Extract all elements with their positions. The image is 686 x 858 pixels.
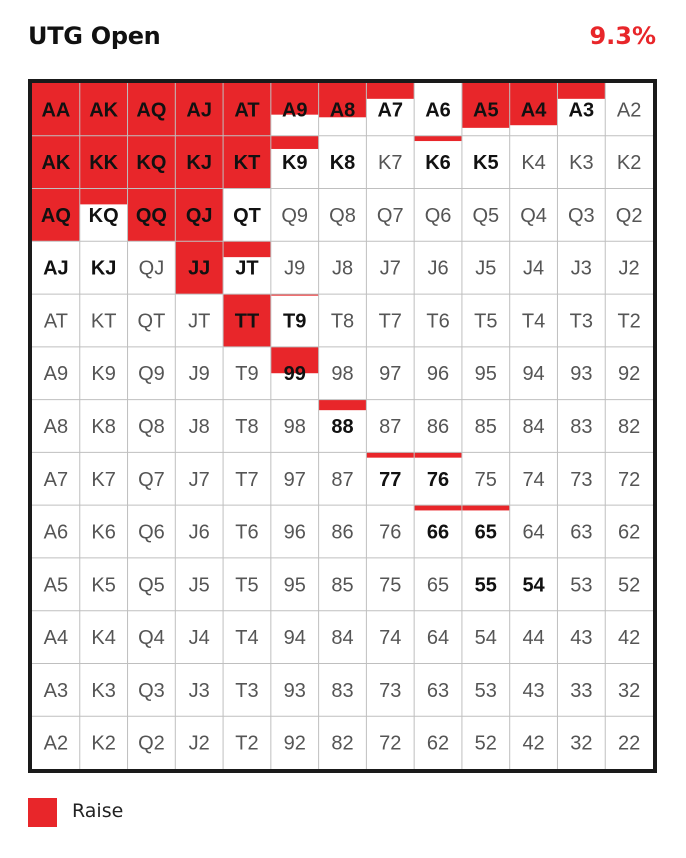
- legend-label-raise: Raise: [72, 800, 124, 822]
- hand-label-95-r9c5: 95: [283, 574, 306, 597]
- hand-label-jt-r4c3: JT: [188, 310, 211, 333]
- hand-label-k3-r11c1: K3: [91, 679, 116, 702]
- hand-label-77-r7c7: 77: [379, 468, 402, 491]
- hand-label-j2-r3c12: J2: [618, 257, 640, 280]
- hand-label-98-r5c6: 98: [331, 363, 354, 386]
- hand-label-q6-r2c8: Q6: [424, 204, 452, 227]
- hand-label-j9-r5c3: J9: [188, 363, 210, 386]
- hand-label-a8-r0c6: A8: [329, 99, 356, 122]
- hand-label-kj-r1c3: KJ: [186, 152, 212, 175]
- hand-label-93-r11c5: 93: [283, 679, 306, 702]
- hand-label-93-r5c11: 93: [570, 363, 593, 386]
- hand-label-76-r8c7: 76: [379, 521, 402, 544]
- hand-label-aj-r0c3: AJ: [186, 99, 212, 122]
- raise-fill-76-r7c8: [414, 452, 462, 457]
- hand-label-64-r8c10: 64: [522, 521, 545, 544]
- hand-label-aq-r2c0: AQ: [40, 204, 71, 227]
- hand-label-at-r0c4: AT: [234, 99, 260, 122]
- hand-label-52-r12c9: 52: [474, 732, 497, 755]
- hand-label-k4-r1c10: K4: [521, 152, 546, 175]
- hand-label-aq-r0c2: AQ: [136, 99, 167, 122]
- hand-label-t3-r4c11: T3: [569, 310, 594, 333]
- hand-label-a9-r0c5: A9: [281, 99, 308, 122]
- hand-label-k2-r12c1: K2: [91, 732, 116, 755]
- hand-label-q2-r12c2: Q2: [138, 732, 165, 755]
- hand-label-j8-r6c3: J8: [188, 416, 210, 438]
- raise-fill-66-r8c8: [414, 505, 462, 510]
- hand-label-q5-r9c2: Q5: [138, 574, 165, 597]
- hand-label-k9-r1c5: K9: [281, 152, 308, 175]
- hand-label-k6-r1c8: K6: [425, 152, 451, 175]
- hand-label-54-r9c10: 54: [522, 574, 545, 597]
- hand-label-85-r6c9: 85: [474, 416, 497, 438]
- raise-fill-k6-r1c8: [414, 136, 462, 141]
- raise-fill-a7-r0c7: [366, 83, 414, 99]
- hand-label-k8-r6c1: K8: [91, 416, 116, 438]
- hand-label-73-r11c7: 73: [379, 679, 402, 702]
- hand-label-84-r10c6: 84: [331, 627, 354, 650]
- hand-label-86-r6c8: 86: [426, 416, 450, 438]
- hand-label-53-r9c11: 53: [570, 574, 593, 597]
- hand-label-q4-r2c10: Q4: [520, 204, 547, 227]
- hand-label-55-r9c9: 55: [474, 574, 497, 597]
- hand-label-85-r9c6: 85: [331, 574, 354, 597]
- hand-label-62-r8c12: 62: [617, 521, 641, 544]
- hand-label-q8-r6c2: Q8: [138, 416, 165, 438]
- hand-label-q5-r2c9: Q5: [472, 204, 500, 227]
- hand-label-q7-r7c2: Q7: [138, 468, 165, 491]
- hand-label-q3-r11c2: Q3: [138, 679, 165, 702]
- hand-label-k5-r9c1: K5: [91, 574, 116, 597]
- raise-fill-88-r6c6: [319, 400, 367, 411]
- hand-label-a7-r7c0: A7: [43, 468, 69, 491]
- hand-label-j9-r3c5: J9: [284, 257, 306, 280]
- hand-label-53-r11c9: 53: [474, 679, 497, 702]
- hand-label-ak-r1c0: AK: [41, 152, 71, 175]
- hand-label-qj-r2c3: QJ: [185, 204, 213, 227]
- hand-label-kk-r1c1: KK: [89, 152, 119, 175]
- hand-label-88-r6c6: 88: [331, 416, 354, 438]
- hand-label-a6-r8c0: A6: [43, 521, 69, 544]
- hand-label-j6-r3c8: J6: [427, 257, 449, 280]
- hand-label-95-r5c9: 95: [474, 363, 497, 386]
- hand-label-64-r10c8: 64: [426, 627, 450, 650]
- hand-label-43-r11c10: 43: [522, 679, 545, 702]
- hand-label-33-r11c11: 33: [570, 679, 593, 702]
- hand-label-t4-r10c4: T4: [235, 627, 259, 650]
- hand-label-63-r11c8: 63: [426, 679, 450, 702]
- hand-label-at-r4c0: AT: [43, 310, 68, 333]
- hand-label-a8-r6c0: A8: [43, 416, 69, 438]
- hand-label-42-r10c12: 42: [617, 627, 641, 650]
- hand-label-73-r7c11: 73: [570, 468, 593, 491]
- hand-label-72-r7c12: 72: [617, 468, 641, 491]
- hand-label-aa-r0c0: AA: [41, 99, 71, 122]
- hand-label-a9-r5c0: A9: [43, 363, 69, 386]
- hand-label-j5-r3c9: J5: [475, 257, 497, 280]
- hand-label-j7-r3c7: J7: [379, 257, 401, 280]
- raise-fill-65-r8c9: [462, 505, 510, 510]
- raise-fill-k9-r1c5: [271, 136, 319, 149]
- hand-label-83-r11c6: 83: [331, 679, 354, 702]
- hand-label-97-r5c7: 97: [379, 363, 402, 386]
- hand-label-qq-r2c2: QQ: [135, 204, 167, 227]
- hand-label-j3-r11c3: J3: [188, 679, 210, 702]
- hand-label-j2-r12c3: J2: [188, 732, 210, 755]
- hand-label-j3-r3c11: J3: [570, 257, 592, 280]
- hand-label-75-r7c9: 75: [474, 468, 497, 491]
- hand-label-t5-r4c9: T5: [474, 310, 498, 333]
- hand-label-a7-r0c7: A7: [377, 99, 404, 122]
- hand-label-a3-r11c0: A3: [43, 679, 69, 702]
- hand-label-a6-r0c8: A6: [425, 99, 451, 122]
- hand-label-a3-r0c11: A3: [568, 99, 595, 122]
- hand-label-j7-r7c3: J7: [188, 468, 210, 491]
- hand-label-74-r10c7: 74: [379, 627, 402, 650]
- hand-label-74-r7c10: 74: [522, 468, 545, 491]
- hand-label-32-r11c12: 32: [617, 679, 641, 702]
- hand-label-j8-r3c6: J8: [331, 257, 354, 280]
- hand-label-q7-r2c7: Q7: [376, 204, 404, 227]
- hand-label-92-r12c5: 92: [283, 732, 306, 755]
- hand-label-a2-r12c0: A2: [43, 732, 69, 755]
- hand-label-t8-r4c6: T8: [330, 310, 355, 333]
- hand-label-42-r12c10: 42: [522, 732, 545, 755]
- hand-label-87-r6c7: 87: [379, 416, 402, 438]
- hand-label-96-r5c8: 96: [426, 363, 450, 386]
- hand-label-82-r12c6: 82: [331, 732, 354, 755]
- raise-fill-jt-r3c4: [223, 241, 271, 257]
- hand-label-kq-r2c1: KQ: [88, 204, 119, 227]
- hand-label-a5-r0c9: A5: [473, 99, 499, 122]
- hand-label-k5-r1c9: K5: [473, 152, 499, 175]
- hand-label-96-r8c5: 96: [283, 521, 306, 544]
- hand-label-t3-r11c4: T3: [235, 679, 259, 702]
- hand-label-82-r6c12: 82: [617, 416, 641, 438]
- hand-label-t6-r4c8: T6: [426, 310, 450, 333]
- hand-label-65-r9c8: 65: [426, 574, 450, 597]
- hand-label-q2-r2c12: Q2: [615, 204, 643, 227]
- hand-label-84-r6c10: 84: [522, 416, 545, 438]
- hand-label-62-r12c8: 62: [426, 732, 450, 755]
- hand-label-54-r10c9: 54: [474, 627, 497, 650]
- hand-label-t9-r4c5: T9: [283, 310, 307, 333]
- hand-label-a5-r9c0: A5: [43, 574, 69, 597]
- hand-label-t7-r7c4: T7: [235, 468, 259, 491]
- hand-label-k8-r1c6: K8: [329, 152, 356, 175]
- hand-label-j4-r3c10: J4: [523, 257, 545, 280]
- hand-label-63-r8c11: 63: [570, 521, 593, 544]
- hand-label-72-r12c7: 72: [379, 732, 402, 755]
- hand-label-98-r6c5: 98: [283, 416, 306, 438]
- hand-label-83-r6c11: 83: [570, 416, 593, 438]
- hand-label-kq-r1c2: KQ: [136, 152, 167, 175]
- hand-label-75-r9c7: 75: [379, 574, 402, 597]
- hand-label-ak-r0c1: AK: [89, 99, 119, 122]
- hand-label-a4-r0c10: A4: [520, 99, 547, 122]
- hand-label-aj-r3c0: AJ: [43, 257, 69, 280]
- hand-label-t6-r8c4: T6: [235, 521, 259, 544]
- hand-label-qt-r2c4: QT: [233, 204, 261, 227]
- hand-label-q8-r2c6: Q8: [329, 204, 356, 227]
- hand-label-44-r10c10: 44: [522, 627, 545, 650]
- raise-fill-a3-r0c11: [557, 83, 605, 99]
- hand-label-k7-r1c7: K7: [378, 152, 403, 175]
- hand-label-kt-r1c4: KT: [233, 152, 261, 175]
- hand-label-43-r10c11: 43: [570, 627, 593, 650]
- hand-label-j4-r10c3: J4: [188, 627, 210, 650]
- hand-label-94-r5c10: 94: [522, 363, 545, 386]
- hand-label-kt-r4c1: KT: [90, 310, 117, 333]
- hand-label-k4-r10c1: K4: [91, 627, 116, 650]
- hand-label-97-r7c5: 97: [283, 468, 306, 491]
- hand-label-j6-r8c3: J6: [188, 521, 210, 544]
- legend-swatch-raise: [28, 798, 57, 827]
- hand-label-jt-r3c4: JT: [235, 257, 259, 280]
- hand-label-94-r10c5: 94: [283, 627, 306, 650]
- chart-title: UTG Open: [28, 22, 161, 50]
- hand-label-q4-r10c2: Q4: [138, 627, 165, 650]
- hand-label-k2-r1c12: K2: [616, 152, 642, 175]
- hand-label-t8-r6c4: T8: [235, 416, 259, 438]
- raise-fill-77-r7c7: [366, 452, 414, 457]
- hand-label-k7-r7c1: K7: [91, 468, 116, 491]
- hand-label-86-r8c6: 86: [331, 521, 354, 544]
- hand-label-66-r8c8: 66: [426, 521, 450, 544]
- hand-label-tt-r4c4: TT: [234, 310, 260, 333]
- hand-label-65-r8c9: 65: [474, 521, 497, 544]
- hand-label-q6-r8c2: Q6: [138, 521, 165, 544]
- hand-label-87-r7c6: 87: [331, 468, 354, 491]
- hand-label-a4-r10c0: A4: [43, 627, 69, 650]
- hand-label-k9-r5c1: K9: [91, 363, 116, 386]
- hand-label-j5-r9c3: J5: [188, 574, 210, 597]
- hand-label-q9-r5c2: Q9: [138, 363, 165, 386]
- hand-label-t2-r4c12: T2: [617, 310, 641, 333]
- hand-label-92-r5c12: 92: [617, 363, 641, 386]
- hand-label-a2-r0c12: A2: [616, 99, 642, 122]
- raise-fill-kq-r2c1: [80, 189, 128, 205]
- hand-label-kj-r3c1: KJ: [90, 257, 117, 280]
- hand-label-22-r12c12: 22: [617, 732, 641, 755]
- hand-label-jj-r3c3: JJ: [188, 257, 211, 280]
- hand-label-t7-r4c7: T7: [378, 310, 402, 333]
- hand-label-t4-r4c10: T4: [521, 310, 546, 333]
- hand-label-32-r12c11: 32: [570, 732, 593, 755]
- range-percentage: 9.3%: [589, 22, 656, 50]
- hand-label-qt-r4c2: QT: [137, 310, 166, 333]
- hand-label-t2-r12c4: T2: [235, 732, 259, 755]
- hand-label-t5-r9c4: T5: [235, 574, 259, 597]
- hand-label-q9-r2c5: Q9: [281, 204, 309, 227]
- hand-label-k3-r1c11: K3: [569, 152, 594, 175]
- hand-label-52-r9c12: 52: [617, 574, 641, 597]
- hand-label-k6-r8c1: K6: [91, 521, 116, 544]
- hand-label-t9-r5c4: T9: [235, 363, 259, 386]
- hand-label-qj-r3c2: QJ: [138, 257, 165, 280]
- hand-range-grid: [28, 79, 657, 773]
- hand-label-q3-r2c11: Q3: [568, 204, 595, 227]
- hand-label-99-r5c5: 99: [283, 363, 306, 386]
- hand-label-76-r7c8: 76: [426, 468, 450, 491]
